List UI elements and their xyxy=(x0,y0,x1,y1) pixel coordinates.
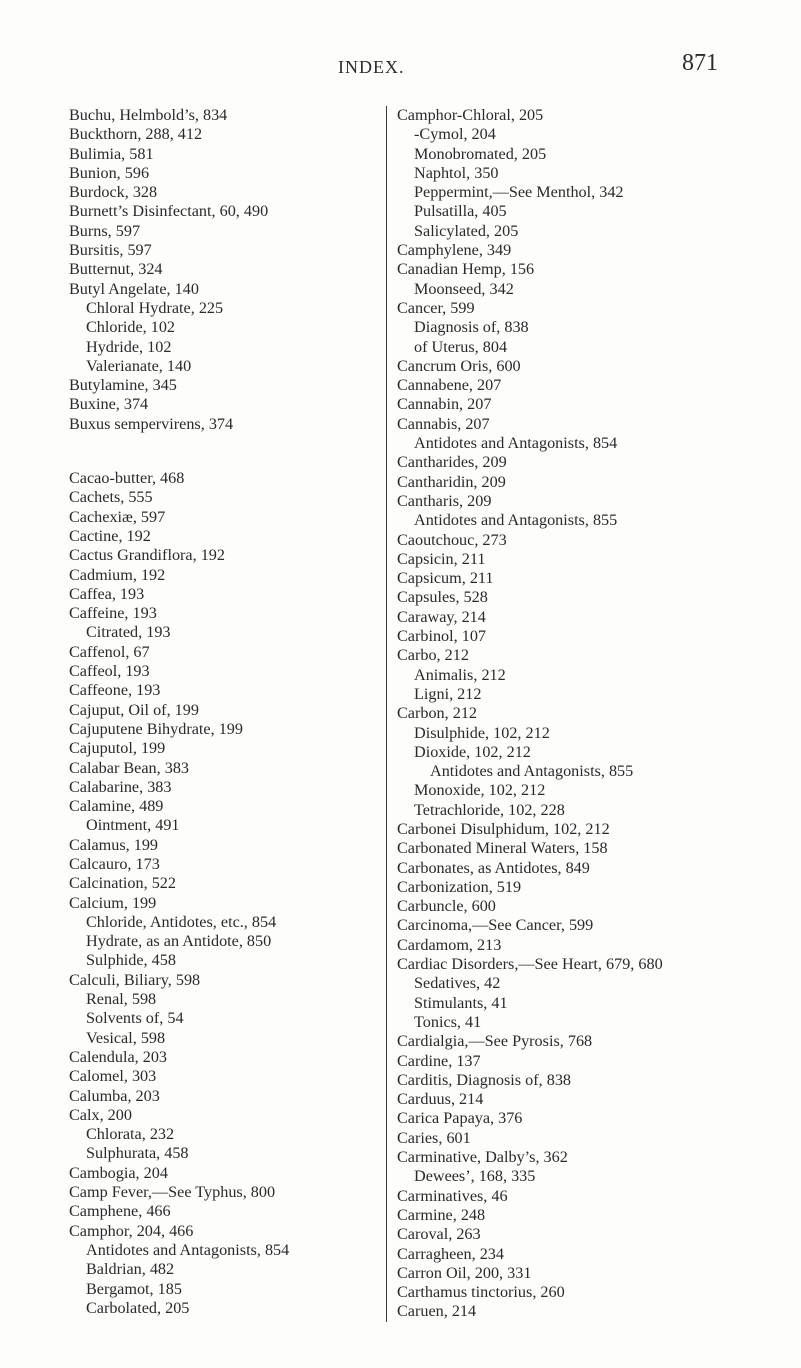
index-entry: Bunion, 596 xyxy=(69,163,150,182)
index-subentry: Tetrachloride, 102, 228 xyxy=(414,800,565,819)
index-subentry: Moonseed, 342 xyxy=(414,279,514,298)
index-entry: Butyl Angelate, 140 xyxy=(69,279,199,298)
index-subentry: Antidotes and Antagonists, 854 xyxy=(86,1240,290,1259)
index-entry: Carbon, 212 xyxy=(397,704,478,723)
index-subentry: Dewees’, 168, 335 xyxy=(414,1167,536,1186)
index-entry: Capsicum, 211 xyxy=(397,569,494,588)
index-entry: Calx, 200 xyxy=(69,1105,132,1124)
index-entry: Butylamine, 345 xyxy=(69,376,177,395)
index-entry: Burns, 597 xyxy=(69,221,141,240)
index-subentry: Bergamot, 185 xyxy=(86,1279,182,1298)
index-entry: Burnett’s Disinfectant, 60, 490 xyxy=(69,202,269,221)
index-subentry: Hydride, 102 xyxy=(86,337,172,356)
index-entry: Carmine, 248 xyxy=(397,1205,486,1224)
index-entry: Cambogia, 204 xyxy=(69,1163,168,1182)
index-entry: Camphor-Chloral, 205 xyxy=(397,106,544,124)
index-subentry: Stimulants, 41 xyxy=(414,993,508,1012)
index-entry: Caffeine, 193 xyxy=(69,604,157,623)
index-entry: Cardiac Disorders,—See Heart, 679, 680 xyxy=(397,955,663,974)
index-entry: Capsules, 528 xyxy=(397,588,488,607)
index-entry: Caffeone, 193 xyxy=(69,681,161,700)
index-entry: Carcinoma,—See Cancer, 599 xyxy=(397,916,594,935)
index-subentry: Chloride, 102 xyxy=(86,318,176,337)
index-subentry: Naphtol, 350 xyxy=(414,163,499,182)
index-entry: Cacao-butter, 468 xyxy=(69,469,185,488)
index-entry: Cannabis, 207 xyxy=(397,414,490,433)
index-entry: Bursitis, 597 xyxy=(69,241,152,260)
index-entry: Cannabin, 207 xyxy=(397,395,492,414)
index-subentry: Ligni, 212 xyxy=(414,684,482,703)
index-subentry: Sulphurata, 458 xyxy=(86,1144,189,1163)
index-subentry: Tonics, 41 xyxy=(414,1012,482,1031)
index-subentry: Antidotes and Antagonists, 854 xyxy=(414,434,618,453)
index-entry: Cachexiæ, 597 xyxy=(69,507,166,526)
index-entry: Calcauro, 173 xyxy=(69,854,160,873)
index-entry: Caffenol, 67 xyxy=(69,642,150,661)
index-subentry: Peppermint,—See Menthol, 342 xyxy=(414,183,624,202)
index-subentry: Salicylated, 205 xyxy=(414,221,519,240)
index-subentry: Disulphide, 102, 212 xyxy=(414,723,550,742)
index-subentry: Hydrate, as an Antidote, 850 xyxy=(86,932,272,951)
index-subentry: Monoxide, 102, 212 xyxy=(414,781,546,800)
index-entry: Canadian Hemp, 156 xyxy=(397,260,535,279)
index-entry: Carica Papaya, 376 xyxy=(397,1109,523,1128)
index-subentry: Antidotes and Antagonists, 855 xyxy=(430,762,634,781)
index-subentry: Animalis, 212 xyxy=(414,665,506,684)
index-entry: Camphylene, 349 xyxy=(397,241,512,260)
index-subentry: Monobromated, 205 xyxy=(414,144,547,163)
index-subentry: Sedatives, 42 xyxy=(414,974,501,993)
index-entry: Carbonization, 519 xyxy=(397,877,522,896)
index-entry: Caruen, 214 xyxy=(397,1302,477,1321)
index-entry: Caoutchouc, 273 xyxy=(397,530,507,549)
index-entry: Cardine, 137 xyxy=(397,1051,481,1070)
index-entry: Carminative, Dalby’s, 362 xyxy=(397,1148,568,1167)
index-entry: Cancer, 599 xyxy=(397,298,475,317)
index-entry: Cajuputene Bihydrate, 199 xyxy=(69,719,243,738)
index-subentry: Diagnosis of, 838 xyxy=(414,318,529,337)
index-entry: Carditis, Diagnosis of, 838 xyxy=(397,1070,572,1089)
index-entry: Cajuput, Oil of, 199 xyxy=(69,700,199,719)
index-entry: Calabar Bean, 383 xyxy=(69,758,190,777)
index-entry: Buxine, 374 xyxy=(69,395,149,414)
index-entry: Caroval, 263 xyxy=(397,1225,481,1244)
index-entry: Carron Oil, 200, 331 xyxy=(397,1263,532,1282)
index-entry: Carbuncle, 600 xyxy=(397,897,496,916)
index-entry: Cantharidin, 209 xyxy=(397,472,506,491)
index-column-right xyxy=(386,106,797,1322)
index-entry: Camphene, 466 xyxy=(69,1202,171,1221)
index-entry: Carbinol, 107 xyxy=(397,627,487,646)
index-entry: Carthamus tinctorius, 260 xyxy=(397,1283,565,1302)
index-subentry: Carbolated, 205 xyxy=(86,1298,190,1317)
index-entry: Camphor, 204, 466 xyxy=(69,1221,194,1240)
index-entry: Carduus, 214 xyxy=(397,1090,484,1109)
index-entry: Caraway, 214 xyxy=(397,607,486,626)
index-subentry: Chloral Hydrate, 225 xyxy=(86,298,224,317)
index-entry: Carminatives, 46 xyxy=(397,1186,508,1205)
index-subentry: Baldrian, 482 xyxy=(86,1260,175,1279)
index-entry: Camp Fever,—See Typhus, 800 xyxy=(69,1183,276,1202)
index-entry: Cancrum Oris, 600 xyxy=(397,356,521,375)
index-entry: Cantharis, 209 xyxy=(397,491,492,510)
index-entry: Carbonated Mineral Waters, 158 xyxy=(397,839,608,858)
page-header-title: INDEX. xyxy=(338,57,405,77)
index-subentry: Chloride, Antidotes, etc., 854 xyxy=(86,912,277,931)
index-entry: Calcination, 522 xyxy=(69,874,176,893)
index-entry: Caffeol, 193 xyxy=(69,662,150,681)
index-entry: Buxus sempervirens, 374 xyxy=(69,414,234,433)
index-entry: Carragheen, 234 xyxy=(397,1244,504,1263)
index-entry: Calomel, 303 xyxy=(69,1067,157,1086)
index-subentry: Valerianate, 140 xyxy=(86,356,192,375)
index-entry: Carbonei Disulphidum, 102, 212 xyxy=(397,819,610,838)
index-subentry: Ointment, 491 xyxy=(86,816,180,835)
index-entry: Cachets, 555 xyxy=(69,488,153,507)
index-subentry: Sulphide, 458 xyxy=(86,951,176,970)
index-entry: Bulimia, 581 xyxy=(69,144,154,163)
index-entry: Cajuputol, 199 xyxy=(69,739,166,758)
index-entry: Calabarine, 383 xyxy=(69,777,172,796)
index-entry: Calculi, Biliary, 598 xyxy=(69,970,201,989)
index-subentry: Solvents of, 54 xyxy=(86,1009,184,1028)
index-subentry: Dioxide, 102, 212 xyxy=(414,742,531,761)
index-entry: Carbonates, as Antidotes, 849 xyxy=(397,858,590,877)
index-subentry: Citrated, 193 xyxy=(86,623,171,642)
index-entry: Cactus Grandiflora, 192 xyxy=(69,546,225,565)
index-entry: Caffea, 193 xyxy=(69,584,145,603)
index-subentry: of Uterus, 804 xyxy=(414,337,508,356)
index-entry: Butternut, 324 xyxy=(69,260,163,279)
index-entry: Cardamom, 213 xyxy=(397,935,502,954)
index-entry: Calcium, 199 xyxy=(69,893,157,912)
index-subentry: Renal, 598 xyxy=(86,990,157,1009)
index-entry: Burdock, 328 xyxy=(69,183,158,202)
index-subentry: Vesical, 598 xyxy=(86,1028,166,1047)
index-subentry: Antidotes and Antagonists, 855 xyxy=(414,511,618,530)
index-entry: Cadmium, 192 xyxy=(69,565,166,584)
index-entry: Caries, 601 xyxy=(397,1128,471,1147)
index-entry: Calamine, 489 xyxy=(69,797,164,816)
index-entry: Buchu, Helmbold’s, 834 xyxy=(69,106,228,124)
index-entry: Calamus, 199 xyxy=(69,835,159,854)
index-entry: Calendula, 203 xyxy=(69,1047,168,1066)
index-entry: Cannabene, 207 xyxy=(397,376,502,395)
index-subentry: -Cymol, 204 xyxy=(414,125,496,144)
index-entry: Buckthorn, 288, 412 xyxy=(69,125,203,144)
page-number: 871 xyxy=(682,50,718,76)
index-entry: Cantharides, 209 xyxy=(397,453,507,472)
index-entry: Capsicin, 211 xyxy=(397,549,486,568)
index-entry: Cardialgia,—See Pyrosis, 768 xyxy=(397,1032,593,1051)
index-subentry: Pulsatilla, 405 xyxy=(414,202,507,221)
index-column-left xyxy=(69,106,369,1318)
index-entry: Cactine, 192 xyxy=(69,526,151,545)
index-entry: Carbo, 212 xyxy=(397,646,469,665)
index-subentry: Chlorata, 232 xyxy=(86,1125,175,1144)
index-entry: Calumba, 203 xyxy=(69,1086,160,1105)
